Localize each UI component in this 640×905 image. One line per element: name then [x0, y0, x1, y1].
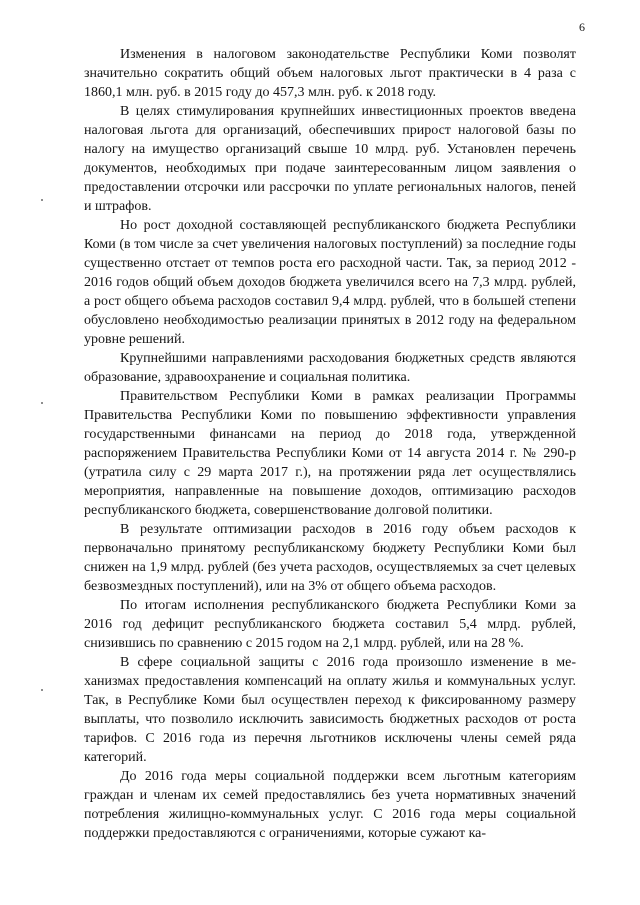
paragraph-spending-directions: Крупнейшими направлениями расходования бюджетных средств являются образование, здравоохранение и социальная политика. — [84, 351, 576, 385]
scan-artifact-dot — [41, 689, 43, 691]
scan-artifact-dot — [41, 402, 43, 404]
document-body — [84, 45, 576, 843]
scan-artifact-dot — [41, 199, 43, 201]
paragraph-tax-benefits: Изменения в налоговом законодательстве Республики Коми позволят значительно сократить общий объем налоговых льгот практически в 4 раза с 1860,1 млн. руб. в 2015 году до 457,3 млн. руб. к 2018 году. — [84, 47, 576, 100]
paragraph-government-program: Правительством Республики Коми в рамках реализации Программы Правительства Республики Коми по повышению эффективности управления государственными финансами на период до 2018 года, утвержденной распоряжением Правительства Республики Коми от 14 августа 2014 г. № 290-р (утратила силу с 29 марта 2017 г.), на протяжении ряда лет осуществлялись мероприятия, направленные на повышение доходов, оптимизацию расходов республиканского бюджета, совершенствование долговой политики. — [84, 389, 576, 518]
paragraph-optimization-results: В результате оптимизации расходов в 2016 году объем расходов к первоначально принятому республиканскому бюджету Республики Коми был снижен на 1,9 млрд. рублей (без учета расходов, осуществляемых за счет целевых безвозмездных поступлений), или на 3% от общего объема расходов. — [84, 522, 576, 594]
paragraph-revenue-growth: Но рост доходной составляющей республиканского бюджета Республики Коми (в том числе за счет увеличения налоговых поступлений) за последние годы существенно отстает от темпов роста его расходной части. Так, за период 2012 - 2016 годов общий объем доходов бюджета увеличился всего на 7,3 млрд. рублей, а рост общего объема расходов составил 9,4 млрд. рублей, что в большей степени обусловлено необходимостью реализации принятых в 2012 году на федеральном уровне решений. — [84, 218, 576, 347]
paragraph-budget-deficit: По итогам исполнения республиканского бюджета Республики Коми за 2016 год дефицит республиканского бюджета составил 5,4 млрд. рублей, снизившись по сравнению с 2015 годом на 2,1 млрд. рублей, или на 28 %. — [84, 598, 576, 651]
paragraph-social-protection: В сфере социальной защиты с 2016 года произошло изменение в механизмах предоставления компенсаций на оплату жилья и коммунальных услуг. Так, в Республике Коми был осуществлен переход к фиксированному размеру выплаты, что позволило исключить зависимость бюджетных расходов от роста тарифов. С 2016 года из перечня льготников исключены члены семей ряда категорий. — [84, 655, 576, 765]
page-number: 6 — [579, 20, 585, 34]
paragraph-investment-projects: В целях стимулирования крупнейших инвестиционных проектов введена налоговая льгота для организаций, обеспечивших прирост налоговой базы по налогу на имущество организаций свыше 10 млрд. руб. Установлен перечень документов, необходимых при подаче заинтересованным лицом заявления о предоставлении отсрочки или рассрочки по уплате региональных налогов, пеней и штрафов. — [84, 104, 576, 214]
paragraph-social-support: До 2016 года меры социальной поддержки всем льготным категориям граждан и членам их семей предоставлялись без учета нормативных значений потребления жилищно-коммунальных услуг. С 2016 года меры социальной поддержки предоставляются с ограничениями, которые сужают ка- — [84, 769, 576, 841]
